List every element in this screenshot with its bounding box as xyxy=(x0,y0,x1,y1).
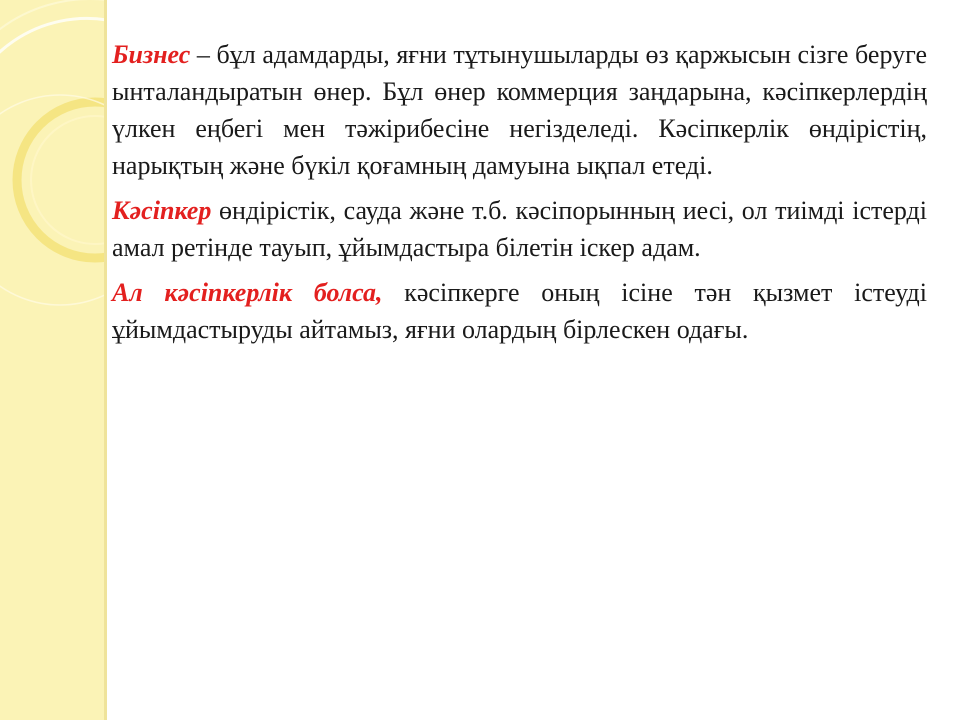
decorative-arcs xyxy=(0,0,107,720)
term-entrepreneurship: Ал кәсіпкерлік болса, xyxy=(112,278,383,307)
paragraph-business xyxy=(112,36,927,184)
paragraph-entrepreneur xyxy=(112,192,927,266)
term-business: Бизнес xyxy=(112,40,191,69)
term-entrepreneur: Кәсіпкер xyxy=(112,196,212,225)
paragraph-entrepreneurship xyxy=(112,274,927,348)
slide-content xyxy=(112,36,927,356)
paragraph-business-text: – бұл адамдарды, яғни тұтынушыларды өз қаржысын сізге беруге ынталандыратын өнер. Бұл өнер коммерция заңдарына, кәсіпкерлердің үлкен еңбегі мен тәжірибесіне негізделеді. Кәсіпкерлік өндірістің, нарықтың және бүкіл қоғамның дамуына ықпал етеді. xyxy=(112,40,927,180)
side-panel-edge xyxy=(104,0,107,720)
paragraph-entrepreneurship-text: кәсіпкерге оның ісіне тән қызмет істеуді ұйымдастыруды айтамыз, яғни олардың бірлескен одағы. xyxy=(112,278,927,344)
paragraph-entrepreneur-text: өндірістік, сауда және т.б. кәсіпорынның иесі, ол тиімді істерді амал ретінде тауып, ұйымдастыра білетін іскер адам. xyxy=(112,196,927,262)
decorative-side-panel xyxy=(0,0,107,720)
